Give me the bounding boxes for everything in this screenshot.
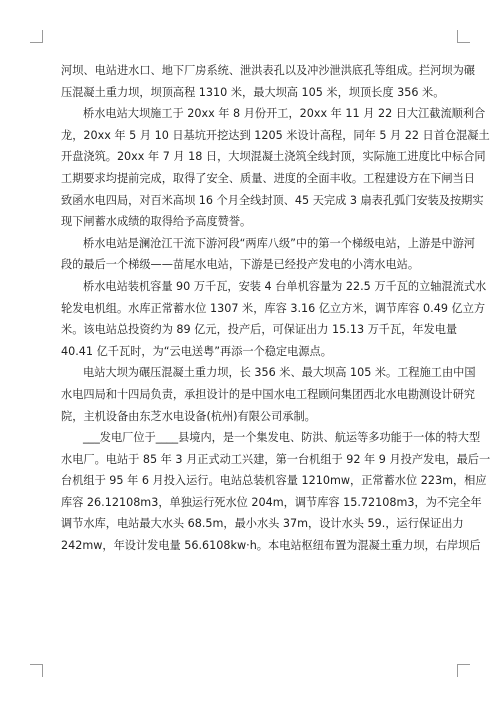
paragraph [61, 427, 491, 557]
text-line: 桥水电站装机容量 90 万千瓦，安装 4 台单机容量为 22.5 万千瓦的立轴混流式水 [83, 279, 487, 293]
text-line: 工期要求均提前完成，取得了安全、质量、进度的全面丰收。工程建设方在下闸当日 [61, 171, 475, 185]
text-line: 242mw，年设计发电量 56.6108kw·h。本电站枢纽布置为混凝土重力坝，右岸坝后 [61, 539, 481, 553]
crop-mark-bottom-left [30, 664, 43, 677]
text-line: 桥水电站大坝施工于 20xx 年 8 月份开工，20xx 年 11 月 22 日大江截流顺利合 [83, 107, 486, 121]
text-line: 米。该电站总投资约为 89 亿元，投产后，可保证出力 15.13 万千瓦，年发电量 [61, 323, 458, 337]
text-line: 致函水电四局，对百米高坝 16 个月全线封顶、45 天完成 3 扇表孔弧门安装及按期实 [61, 193, 484, 207]
text-line: 龙，20xx 年 5 月 10 日基坑开挖达到 1205 米设计高程，同年 5 月 22 日首仓混凝土 [61, 128, 490, 142]
document-body [61, 60, 491, 557]
paragraph [61, 60, 475, 103]
text-line: 水电厂。电站于 85 年 3 月正式动工兴建，第一台机组于 92 年 9 月投产发电，最后一 [61, 452, 491, 466]
text-line: 段的最后一个梯级——苗尾水电站，下游是已经投产发电的小湾水电站。 [61, 258, 420, 272]
text-line: 桥水电站是澜沧江干流下游河段“两库八级”中的第一个梯级电站，上游是中游河 [83, 236, 475, 250]
text-line: 压混凝土重力坝，坝顶高程 1310 米，最大坝高 105 米，坝顶长度 356 米。 [61, 85, 445, 99]
text-line: 轮发电机组。水库正常蓄水位 1307 米，库容 3.16 亿立方米，调节库容 0.49 亿立方 [61, 301, 486, 315]
crop-mark-top-left [30, 30, 43, 43]
paragraph [61, 103, 490, 233]
text-line: 库容 26.12108m3，单独运行死水位 204m，调节库容 15.72108m3，为不完全年 [61, 495, 482, 509]
text-line: 开盘浇筑。20xx 年 7 月 18 日，大坝混凝土浇筑全线封顶，实际施工进度比中标合同 [61, 150, 486, 164]
text-line: 调节水库，电站最大水头 68.5m，最小水头 37m，设计水头 59.，运行保证出力 [61, 517, 464, 531]
text-line: 院，主机设备由东芝水电设备(杭州)有限公司承制。 [61, 409, 316, 423]
text-line: 电站大坝为碾压混凝土重力坝，长 356 米、最大坝高 105 米。工程施工由中国 [83, 366, 476, 380]
paragraph [61, 362, 476, 427]
text-line: 水电四局和十四局负责，承担设计的是中国水电工程顾问集团西北水电勘测设计研究 [61, 387, 475, 401]
paragraph [61, 276, 487, 362]
text-line: 40.41 亿千瓦时，为“云电送粤”再添一个稳定电源点。 [61, 344, 332, 358]
crop-mark-bottom-right [457, 664, 470, 677]
text-line: 现下闸蓄水成绩的取得给予高度赞誉。 [61, 215, 252, 229]
paragraph [61, 233, 475, 276]
text-line: 台机组于 95 年 6 月投入运行。电站总装机容量 1210mw，正常蓄水位 223m，相应 [61, 474, 487, 488]
crop-mark-top-right [457, 30, 470, 43]
text-line: ___发电厂位于____县境内，是一个集发电、防洪、航运等多功能于一体的特大型 [83, 431, 481, 445]
text-line: 河坝、电站进水口、地下厂房系统、泄洪表孔以及冲沙泄洪底孔等组成。拦河坝为碾 [61, 64, 475, 77]
